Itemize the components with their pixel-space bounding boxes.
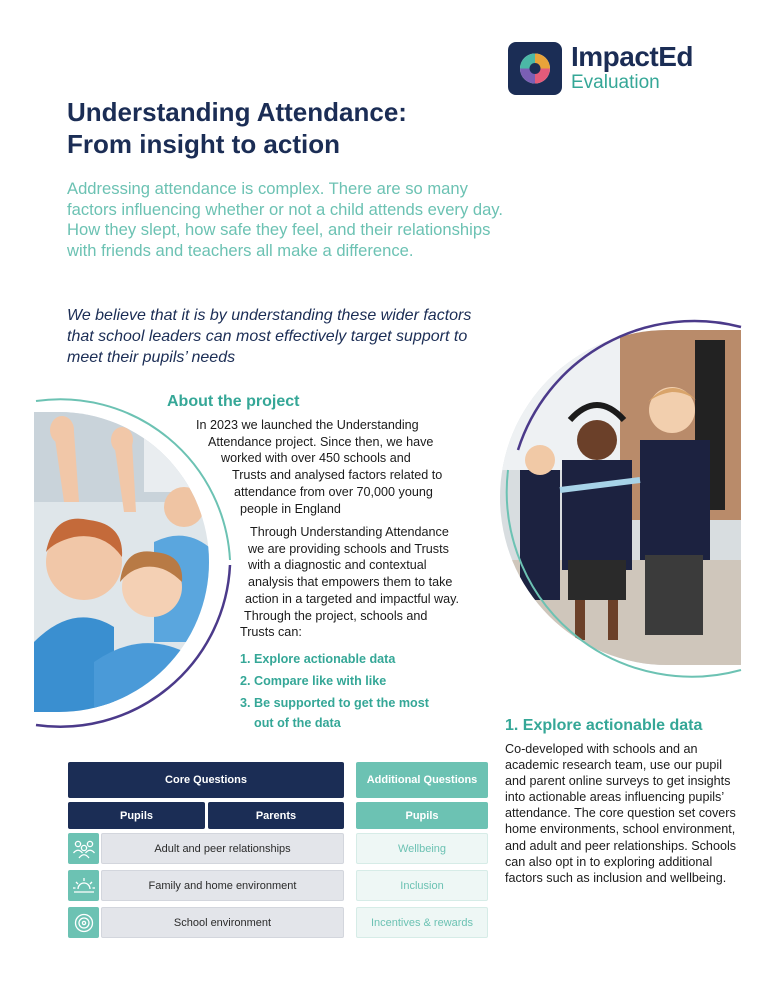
intro-paragraph: Addressing attendance is complex. There are so many factors influencing whether or not a child attends every day. How they slept, how safe they feel, and their relationships with friends and teachers all make a difference. [67,179,503,261]
additional-questions-header: Additional Questions [356,762,488,798]
step-item-continued: out of the data [254,715,341,730]
about-heading: About the project [167,393,300,410]
page-title [67,96,487,160]
belief-statement: We believe that it is by understanding these wider factors that school leaders can most effectively target support to meet their pupils’ needs [67,307,472,366]
brand-sub: Evaluation [571,72,660,93]
logo-wordmark [571,42,693,94]
about-p2-line: we are providing schools and Trusts [248,541,449,556]
logo-mark-icon [508,42,562,95]
people-icon [68,833,99,864]
step-item: 3. Be supported to get the most [240,696,429,711]
project-steps-list [240,648,429,732]
about-p2-line: Through Understanding Attendance [250,525,449,539]
about-p1-line: people in England [240,501,341,516]
about-p2-line: with a diagnostic and contextual [248,558,427,573]
about-paragraph-2 [0,524,459,641]
about-p1-line: Trusts and analysed factors related to [232,468,443,483]
about-p1-line: Attendance project. Since then, we have [208,434,434,449]
about-p1-line: worked with over 450 schools and [221,451,411,466]
core-pupils-header: Pupils [68,802,205,829]
additional-row-inclusion: Inclusion [356,870,488,901]
core-row-relationships: Adult and peer relationships [101,833,344,864]
core-parents-header: Parents [208,802,344,829]
target-icon [68,907,99,938]
additional-row-wellbeing: Wellbeing [356,833,488,864]
about-p1-line: In 2023 we launched the Understanding [196,418,419,432]
about-p2-line: action in a targeted and impactful way. [245,591,459,606]
about-paragraph-1 [0,417,443,517]
additional-row-incentives: Incentives & rewards [356,907,488,938]
section-1-heading: 1. Explore actionable data [505,717,703,734]
core-row-school-environment: School environment [101,907,344,938]
sunrise-icon [68,870,99,901]
title-line-1: Understanding Attendance: [67,97,407,127]
core-row-family-home: Family and home environment [101,870,344,901]
about-p2-line: Trusts can: [240,625,302,640]
brand-name: ImpactEd [571,41,694,72]
about-p2-line: Through the project, schools and [244,608,428,623]
impacted-logo [508,42,728,98]
core-questions-header: Core Questions [68,762,344,798]
about-p1-line: attendance from over 70,000 young [234,484,433,499]
about-p2-line: analysis that empowers them to take [248,575,453,590]
title-line-2: From insight to action [67,129,340,159]
step-item: 2. Compare like with like [240,674,387,689]
step-item: 1. Explore actionable data [240,652,396,666]
section-1-body: Co-developed with schools and an academic research team, use our pupil and parent online surveys to get insights into actionable areas influencing pupils’ attendance. The core question set covers home environments, school environment, and adult and peer relationships. Schools can also opt in to exploring additional factors such as inclusion and wellbeing. [505,742,737,885]
additional-pupils-header: Pupils [356,802,488,829]
